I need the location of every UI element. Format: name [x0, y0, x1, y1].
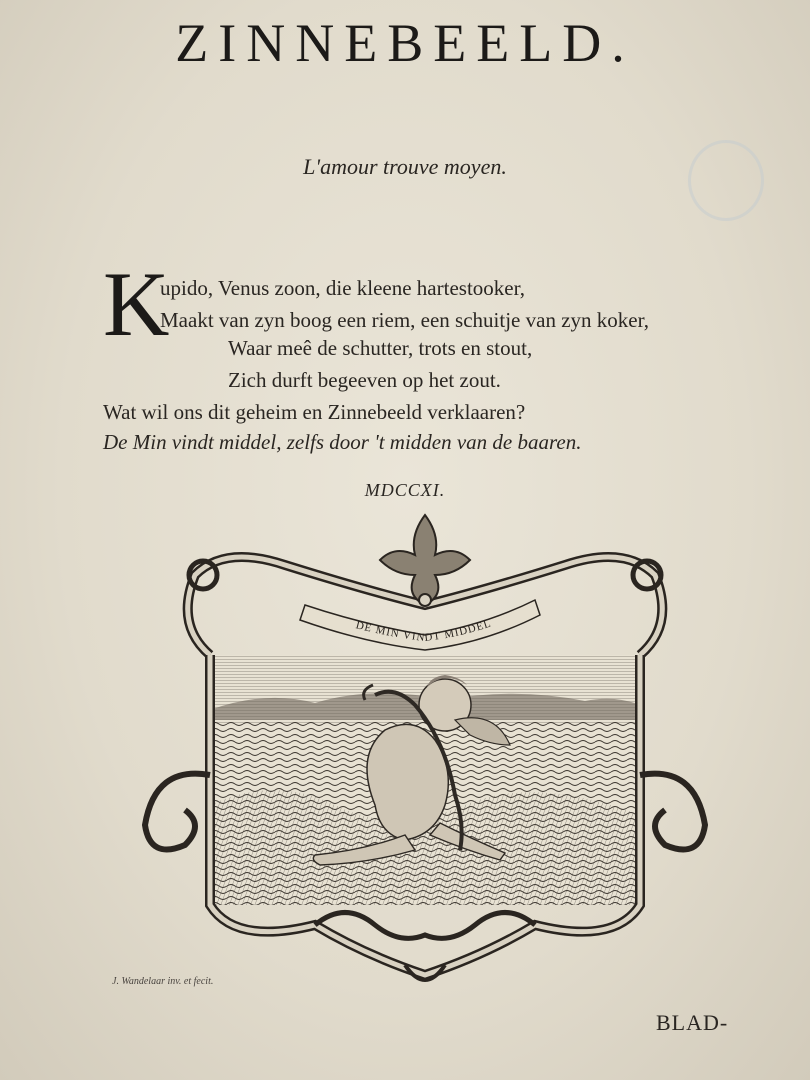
engraver-credit: J. Wandelaar inv. et fecit. [112, 976, 214, 987]
banner-text: DE MIN VINDT MIDDEL [354, 617, 494, 645]
poem-line-6: De Min vindt middel, zelfs door 't midden van de baaren. [103, 430, 582, 454]
poem-line-5: Wat wil ons dit geheim en Zinnebeeld verklaaren? [103, 400, 526, 424]
motto: L'amour trouve moyen. [303, 154, 507, 179]
poem-line-2: Maakt van zyn boog een riem, een schuitje van zyn koker, [160, 308, 649, 332]
year: MDCCXI. [364, 480, 446, 500]
poem-line-3: Waar meê de schutter, trots en stout, [228, 336, 533, 360]
drop-cap: K [103, 253, 170, 355]
page-title: ZINNEBEELD. [175, 13, 635, 73]
engraving-illustration [115, 505, 735, 985]
poem-line-1: upido, Venus zoon, die kleene hartestooker, [160, 276, 526, 300]
poem-line-4: Zich durft begeeven op het zout. [228, 368, 501, 392]
catchword: BLAD- [656, 1010, 729, 1035]
bleed-through-ornament [688, 140, 764, 221]
